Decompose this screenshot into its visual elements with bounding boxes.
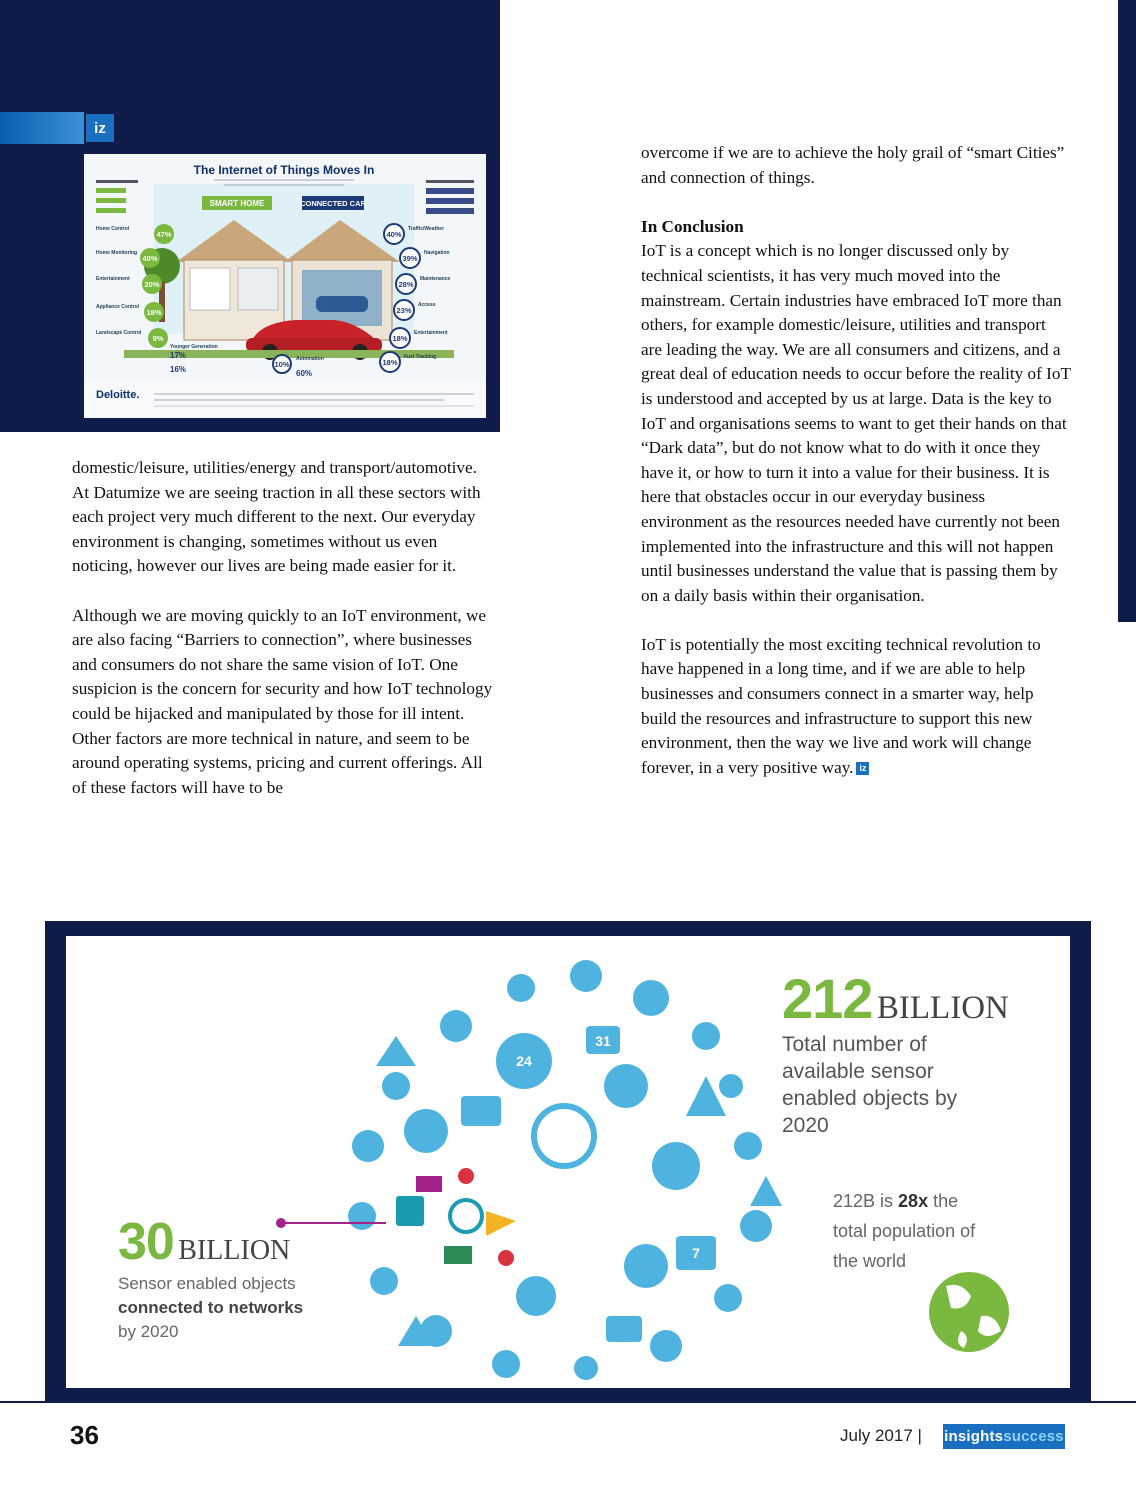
stat-label: Navigation <box>424 250 450 256</box>
small-stat-caption: connected to networks <box>118 1298 304 1317</box>
article-paragraph: IoT is potentially the most exciting technical revolution to have happened in a long time, and if we are able to help businesses and consumers connect in a smarter way, help build the resources and infrastructure to support this new environment, then the way we live and work will change forever, in a very positive way. <box>641 634 1041 777</box>
stat-label: Entertainment <box>96 276 130 282</box>
small-stat <box>118 1212 378 1272</box>
population-comparison-line: total population of <box>833 1221 976 1241</box>
deloitte-logo: Deloitte. <box>96 389 140 401</box>
stat-label: Landscape Control <box>96 330 142 336</box>
article-paragraph: overcome if we are to achieve the holy grail of “smart Cities” and connection of things. <box>641 143 1065 187</box>
stat-label: Home Monitoring <box>96 250 138 256</box>
globe-icon <box>929 1272 1009 1352</box>
stat-automation: 10% <box>274 360 290 369</box>
sensor-infographic <box>66 936 1070 1388</box>
stat-maintenance: 28% <box>398 280 414 289</box>
stat-home-monitoring: 40% <box>142 254 158 263</box>
article-paragraph: Although we are moving quickly to an IoT environment, we are also facing “Barriers to connection”, where businesses and consumers do not share the same vision of IoT. One suspicion is the concern for security and how IoT technology could be hijacked and manipulated by those for ill intent. Other factors are more technical in nature, and seem to be around operating systems, pricing and current offerings. All of these factors will have to be <box>72 605 493 797</box>
icon-7-badge: 7 <box>692 1245 700 1261</box>
icon-31-badge: 31 <box>595 1033 611 1049</box>
stat-entertainment-car: 18% <box>392 334 408 343</box>
stat-label: Younger Generation <box>170 344 218 350</box>
stat-label: Fuel Tracking <box>404 354 437 360</box>
insights-success-logo: insights success <box>943 1424 1065 1449</box>
stat-fuel-tracking: 18% <box>382 358 398 367</box>
icon-24-badge: 24 <box>516 1053 532 1069</box>
infographic-title: The Internet of Things Moves In <box>193 163 375 177</box>
end-mark-icon: iz <box>856 762 869 775</box>
page-edge-bar <box>1118 0 1136 622</box>
article-paragraph: IoT is a concept which is no longer discussed only by technical scientists, it has very much moved into the mainstream. Certain industries have embraced IoT more than others, for example domestic/leisure, utilities and transport are leading the way. We are all consumers and citizens, and a great deal of education needs to occur before the reality of IoT is understood and accepted by us at large. Data is the key to IoT and organisations seems to want to get their hands on that “Dark data”, but do not know what to do with it once they have it, or how to turn it into a value for their business. It is here that obstacles occur in our everyday business environment as the resources needed have currently not been implemented into the infrastructure and this will not happen until businesses understand the value that is passing them by on a daily basis within their organisation. <box>641 241 1071 605</box>
stat-navigation: 39% <box>402 254 418 263</box>
stat-sixteen: 16% <box>170 365 187 374</box>
stat-appliance-control: 18% <box>146 308 162 317</box>
stat-younger: 17% <box>170 351 187 360</box>
population-comparison: 212B is 28x the <box>833 1191 959 1211</box>
issue-date: July 2017 | <box>840 1426 922 1445</box>
stat-landscape-control: 9% <box>152 334 164 343</box>
section-tab <box>0 112 84 144</box>
stat-home-control: 47% <box>156 230 172 239</box>
stat-traffic-weather: 40% <box>386 230 402 239</box>
stat-label: Appliance Control <box>96 304 140 310</box>
small-stat-caption: Sensor enabled objects <box>118 1274 296 1293</box>
big-stat-caption: 2020 <box>782 1114 829 1137</box>
big-stat-unit: BILLION <box>876 990 1009 1026</box>
page-number: 36 <box>70 1420 99 1450</box>
big-stat-caption: Total number of <box>782 1033 927 1056</box>
small-stat-number: 30 <box>118 1213 174 1271</box>
stat-entertainment: 20% <box>144 280 160 289</box>
smart-home-label: SMART HOME <box>209 199 265 208</box>
stat-label: Traffic/Weather <box>408 226 445 232</box>
footer-divider <box>0 1401 1136 1403</box>
connected-car-label: CONNECTED CAR <box>300 199 366 208</box>
conclusion-heading: In Conclusion <box>641 216 744 236</box>
article-paragraph: domestic/leisure, utilities/energy and transport/automotive. At Datumize we are seeing traction in all these sectors with each project very much different to the next. Our everyday environment is changing, sometimes without us even noticing, however our lives are being made easier for it. <box>72 458 481 576</box>
article-column-left <box>72 456 497 825</box>
stat-label: Home Control <box>96 226 130 232</box>
stat-access: 23% <box>396 306 412 315</box>
big-stat-caption: available sensor <box>782 1060 934 1083</box>
iot-icon-cloud <box>348 960 782 1388</box>
stat-sixty: 60% <box>296 369 313 378</box>
magazine-logo-icon: iz <box>86 114 114 142</box>
population-comparison-line: the world <box>833 1251 907 1271</box>
big-stat <box>782 966 1062 1031</box>
small-stat-unit: BILLION <box>178 1235 291 1266</box>
article-column-right <box>641 141 1071 805</box>
small-stat-caption: by 2020 <box>118 1322 179 1341</box>
stat-label: Maintenance <box>420 276 451 282</box>
stat-label: Access <box>418 302 436 308</box>
stat-label: Automation <box>296 356 324 362</box>
iot-infographic <box>84 154 486 418</box>
big-stat-caption: enabled objects by <box>782 1087 958 1110</box>
stat-label: Entertainment <box>414 330 448 336</box>
sensor-infographic-frame <box>45 921 1091 1401</box>
big-stat-number: 212 <box>782 967 873 1030</box>
